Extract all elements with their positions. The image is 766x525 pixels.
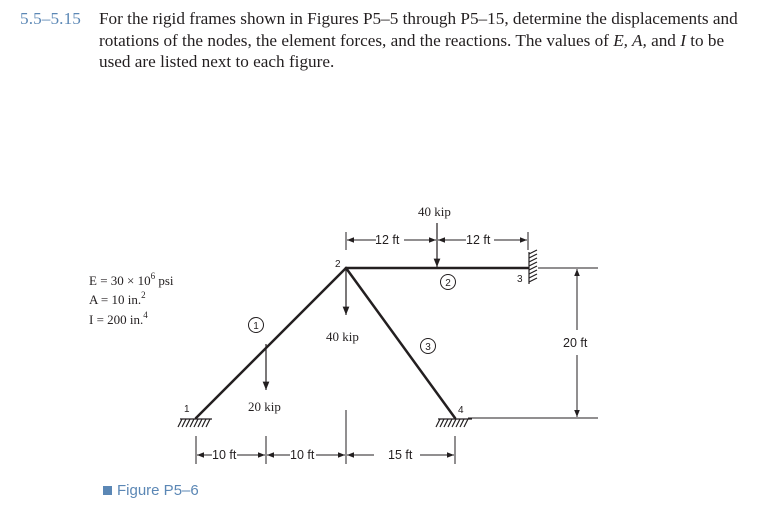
svg-text:3: 3 bbox=[425, 342, 431, 353]
support-node-3 bbox=[529, 250, 537, 284]
svg-text:40 kip: 40 kip bbox=[418, 204, 451, 219]
svg-text:20 kip: 20 kip bbox=[248, 399, 281, 414]
caption-square-icon bbox=[103, 486, 112, 495]
prop-a: A = 10 in.$^2$ bbox=[89, 290, 146, 307]
support-node-1 bbox=[178, 419, 212, 427]
load-top bbox=[418, 204, 451, 267]
svg-text:2: 2 bbox=[445, 278, 451, 289]
member-3 bbox=[346, 268, 455, 418]
element-1-marker bbox=[249, 318, 264, 333]
dim-bottom-1-label: 10 ft bbox=[212, 448, 237, 462]
dim-bottom-2-label: 10 ft bbox=[290, 448, 315, 462]
load-left bbox=[248, 344, 281, 414]
problem-italic-vars: E, A, bbox=[613, 30, 647, 50]
svg-text:40 kip: 40 kip bbox=[326, 329, 359, 344]
dim-top-left-label: 12 ft bbox=[375, 233, 400, 247]
prop-e: $E = 30 \times 10^6$ psi bbox=[89, 271, 174, 288]
problem-italic-i: I bbox=[680, 30, 686, 50]
element-3-marker bbox=[421, 339, 436, 354]
node-1-label: 1 bbox=[184, 404, 190, 415]
load-node-2 bbox=[326, 270, 359, 344]
frame-members bbox=[196, 268, 528, 418]
member-1 bbox=[196, 268, 346, 418]
problem-text-part1: For the rigid frames shown in Figures P5–5 through P5–15, determine the displacements and rotations of the nodes, the element forces, and the reactions. The values of bbox=[99, 9, 738, 50]
prop-i: I = 200 in.$^4$ bbox=[89, 310, 148, 327]
problem-text-and: and bbox=[646, 30, 681, 50]
material-properties bbox=[89, 271, 174, 327]
node-2-label: 2 bbox=[335, 259, 341, 270]
node-4-label: 4 bbox=[458, 405, 464, 416]
dim-top-right-label: 12 ft bbox=[466, 233, 491, 247]
dim-height-label: 20 ft bbox=[563, 336, 588, 350]
svg-text:1: 1 bbox=[253, 321, 259, 332]
caption-text: Figure P5–6 bbox=[117, 482, 199, 499]
problem-number: 5.5–5.15 bbox=[20, 9, 81, 28]
problem-text-part2: to be used are listed next to each figure. bbox=[99, 30, 725, 71]
element-2-marker bbox=[441, 275, 456, 290]
node-3-label: 3 bbox=[517, 274, 523, 285]
figure-caption bbox=[103, 482, 199, 499]
support-node-4 bbox=[436, 419, 472, 427]
dim-bottom-3-label: 15 ft bbox=[388, 448, 413, 462]
